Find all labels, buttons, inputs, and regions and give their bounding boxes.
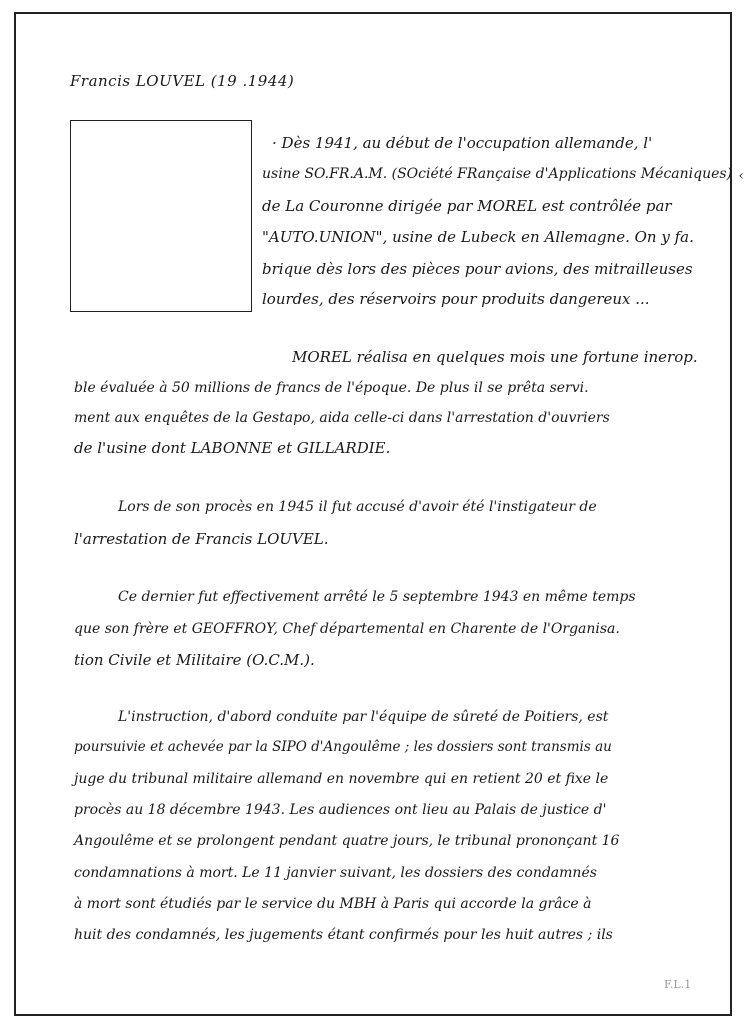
text-line: · Dès 1941, au début de l'occupation allemande, l' <box>272 134 653 152</box>
text-line: Ce dernier fut effectivement arrêté le 5 septembre 1943 en même temps <box>118 589 636 605</box>
text-line: "AUTO.UNION", usine de Lubeck en Allemagne. On y fa. <box>262 228 694 246</box>
text-line: de La Couronne dirigée par MOREL est contrôlée par <box>262 197 672 215</box>
text-line: procès au 18 décembre 1943. Les audiences ont lieu au Palais de justice d' <box>74 802 607 818</box>
text-line: MOREL réalisa en quelques mois une fortune inerop. <box>292 348 698 366</box>
document-heading: Francis LOUVEL (19 .1944) <box>70 72 295 90</box>
text-line: de l'usine dont LABONNE et GILLARDIE. <box>74 439 391 457</box>
text-line: tion Civile et Militaire (O.C.M.). <box>74 651 315 669</box>
edge-mark: ‹ <box>738 168 744 184</box>
text-line: brique dès lors des pièces pour avions, des mitrailleuses <box>262 260 693 278</box>
text-line: ment aux enquêtes de la Gestapo, aida celle-ci dans l'arrestation d'ouvriers <box>74 410 610 426</box>
text-line: poursuivie et achevée par la SIPO d'Angoulême ; les dossiers sont transmis au <box>74 739 612 755</box>
text-line: L'instruction, d'abord conduite par l'équipe de sûreté de Poitiers, est <box>118 709 609 725</box>
text-line: juge du tribunal militaire allemand en novembre qui en retient 20 et fixe le <box>74 771 609 787</box>
footer-mark: F.L.1 <box>664 978 692 991</box>
text-line: que son frère et GEOFFROY, Chef départemental en Charente de l'Organisa. <box>74 621 620 637</box>
text-line: ble évaluée à 50 millions de francs de l'époque. De plus il se prêta servi. <box>74 380 589 396</box>
text-line: lourdes, des réservoirs pour produits dangereux ... <box>262 290 650 308</box>
photo-placeholder <box>70 120 252 312</box>
text-line: à mort sont étudiés par le service du MBH à Paris qui accorde la grâce à <box>74 896 592 912</box>
text-line: usine SO.FR.A.M. (SOciété FRançaise d'Applications Mécaniques) <box>262 166 733 182</box>
text-line: Angoulême et se prolongent pendant quatre jours, le tribunal prononçant 16 <box>74 833 620 849</box>
text-line: condamnations à mort. Le 11 janvier suivant, les dossiers des condamnés <box>74 865 597 881</box>
text-line: l'arrestation de Francis LOUVEL. <box>74 530 329 548</box>
text-line: Lors de son procès en 1945 il fut accusé d'avoir été l'instigateur de <box>118 499 597 515</box>
text-line: huit des condamnés, les jugements étant confirmés pour les huit autres ; ils <box>74 927 613 943</box>
